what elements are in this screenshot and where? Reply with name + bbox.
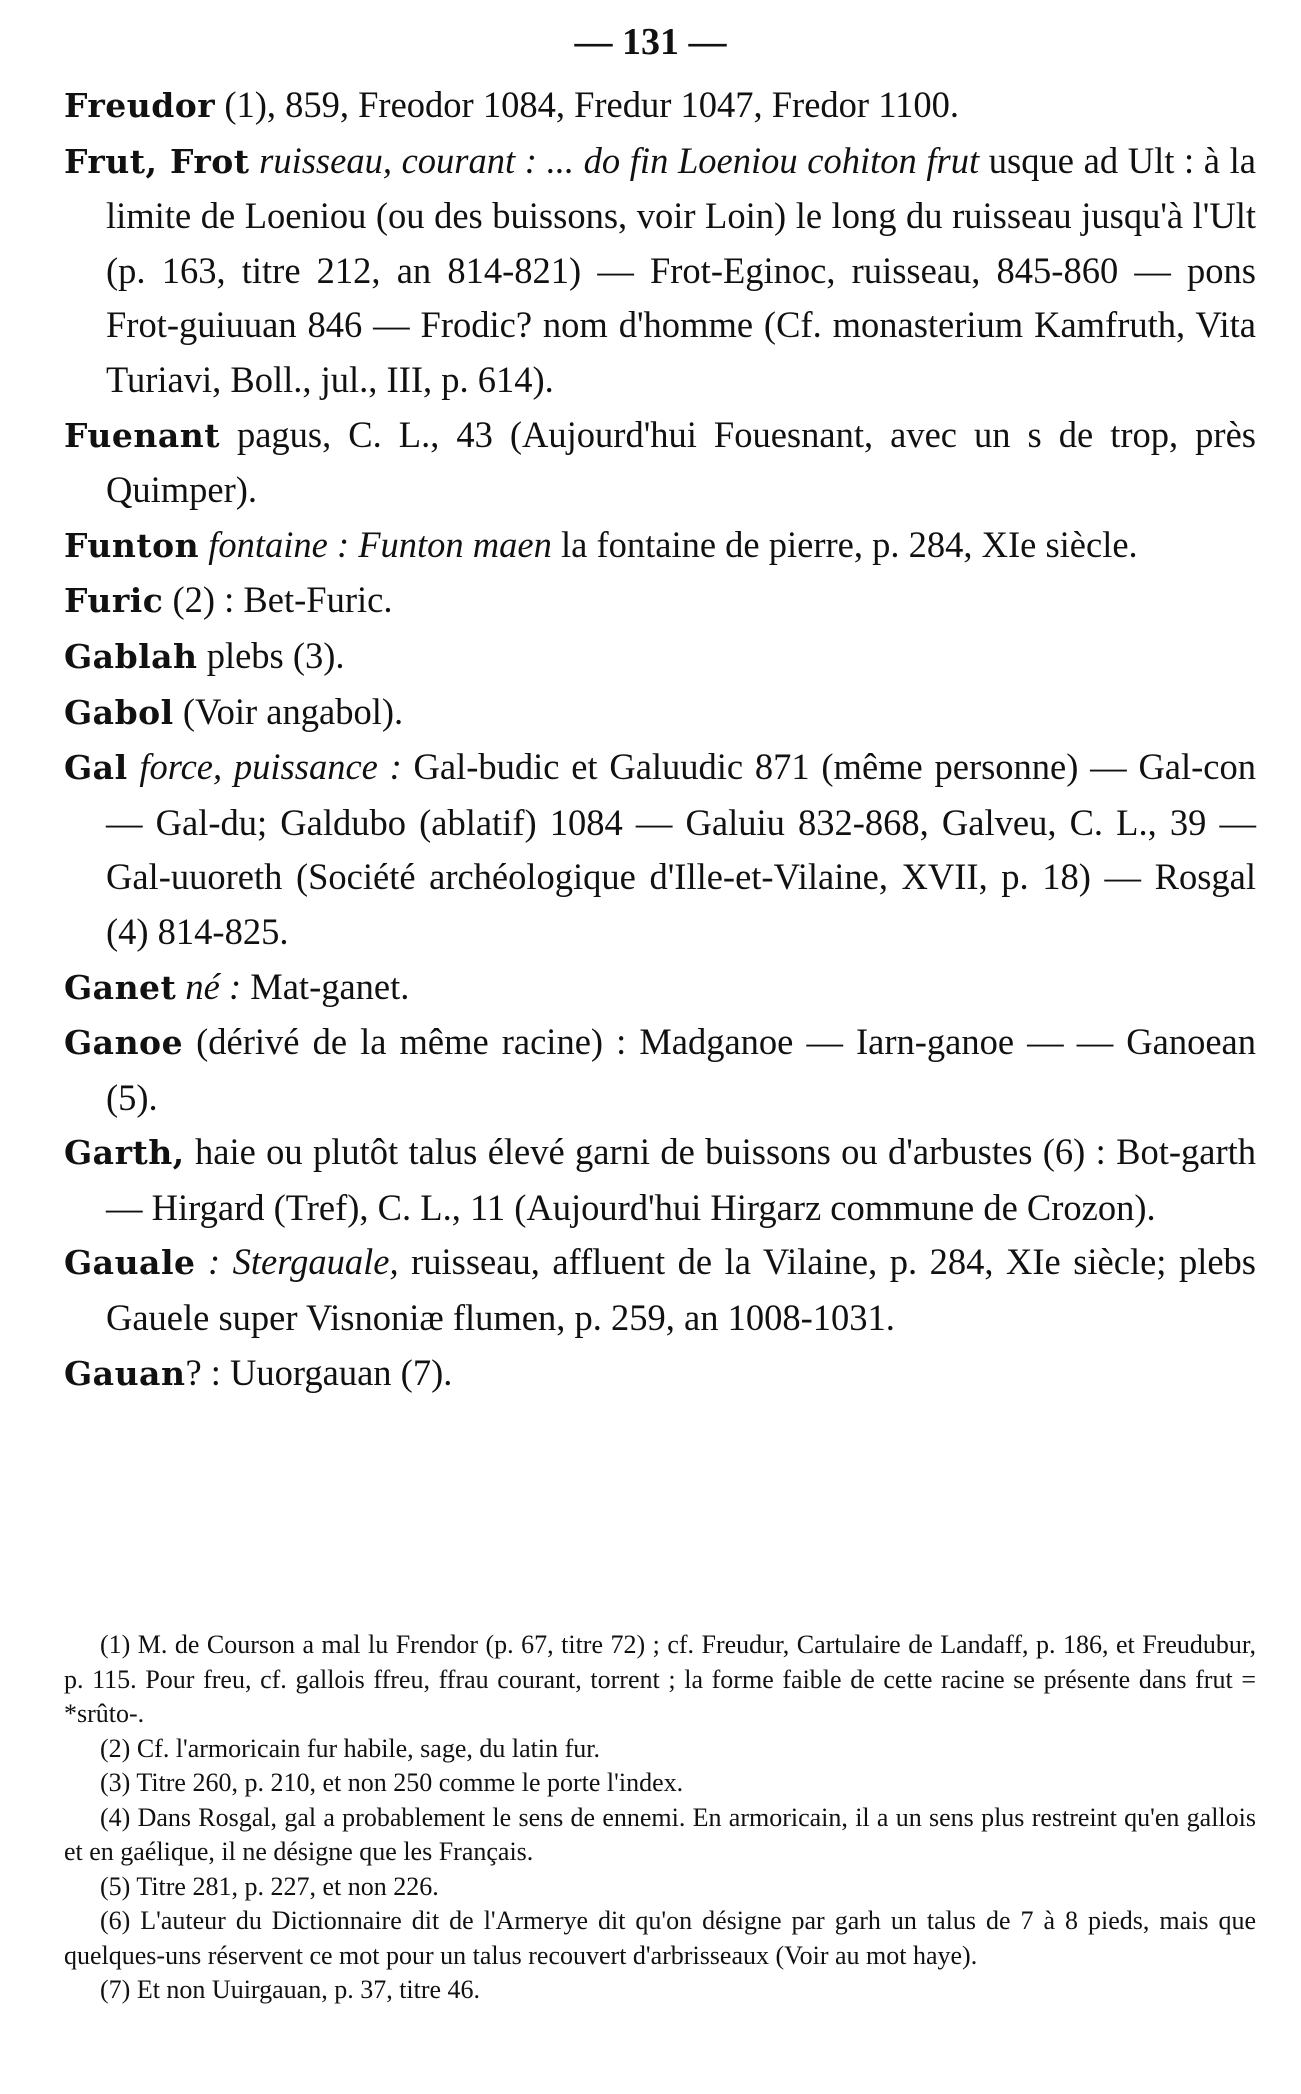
headword: Freudor	[64, 86, 216, 125]
footnote-3: (3) Titre 260, p. 210, et non 250 comme le porte l'index.	[100, 1768, 684, 1797]
entry-funton	[64, 518, 1256, 574]
footnote-2: (2) Cf. l'armoricain fur habile, sage, du latin fur.	[100, 1733, 600, 1763]
headword: Gauan	[64, 1353, 186, 1393]
entry-text: haie ou plutôt talus élevé garni de buissons ou d'arbustes (6) : Bot-garth — Hirgard (Tref), C. L., 11 (Aujourd'hui Hirgarz commune de Crozon).	[106, 1131, 1256, 1228]
entry-gloss: ruisseau, courant : ... do fin Loeniou cohiton frut	[249, 139, 980, 181]
entry-text: Gal-budic et Galuudic 871 (même personne) — Gal-con — Gal-du; Galdubo (ablatif) 1084 — Galuiu 832-868, Galveu, C. L., 39 — Gal-uuoreth (Société archéologique d'Ille-et-Vilaine, XVII, p. 18) — Rosgal (4) 814-825.	[106, 746, 1256, 952]
entry-text: pagus, C. L., 43 (Aujourd'hui Fouesnant, avec un s de trop, près Quimper).	[106, 413, 1256, 511]
entry-ganoe	[64, 1015, 1256, 1125]
entry-text: usque ad Ult : à la limite de Loeniou (ou des buissons, voir Loin) le long du ruisseau jusqu'à l'Ult (p. 163, titre 212, an 814-821) — Frot-Eginoc, ruisseau, 845-860 — pons Frot-guiuuan 846 — Frodic? nom d'homme (Cf. monasterium Kamfruth, Vita Turiavi, Boll., jul., III, p. 614).	[106, 139, 1257, 400]
glossary-entries	[64, 78, 1256, 1401]
entry-gauale	[64, 1235, 1256, 1345]
entry-text: Mat-ganet.	[241, 965, 410, 1007]
entry-text: plebs (3).	[197, 634, 345, 676]
entry-gloss: : Stergauale,	[195, 1241, 399, 1283]
entry-text: (dérivé de la même racine) : Madganoe — Iarn-ganoe — — Ganoean (5).	[106, 1021, 1256, 1118]
headword: Garth,	[64, 1133, 185, 1173]
entry-gloss: fontaine : Funton maen	[199, 523, 552, 565]
footnote-1: (1) M. de Courson a mal lu Frendor (p. 67, titre 72) ; cf. Freudur, Cartulaire de Landaff, p. 186, et Freudubur, p. 115. Pour freu, cf. gallois ffreu, ffrau courant, torrent ; la forme faible de cette racine se présente dans frut = *srûto-.	[64, 1630, 1256, 1728]
page-number: — 131 —	[574, 21, 727, 63]
headword: Furic	[64, 581, 164, 621]
entry-gloss: force, puissance :	[127, 746, 402, 788]
headword: Gabol	[64, 692, 174, 732]
entry-text: la fontaine de pierre, p. 284, XIe siècle.	[551, 523, 1138, 565]
entry-gablah	[64, 629, 1256, 685]
headword: Ganoe	[64, 1023, 184, 1063]
entry-gauan	[64, 1346, 1256, 1402]
entry-text: (Voir angabol).	[173, 690, 404, 732]
entry-garth	[64, 1125, 1256, 1235]
entry-text: (2) : Bet-Furic.	[163, 579, 393, 621]
entry-gloss: né :	[176, 965, 242, 1007]
headword: Fuenant	[64, 415, 220, 455]
entry-gabol	[64, 685, 1256, 741]
headword: Gal	[64, 748, 128, 788]
footnote-4: (4) Dans Rosgal, gal a probablement le sens de ennemi. En armoricain, il a un sens plus restreint qu'en gallois et en gaélique, il ne désigne que les Français.	[64, 1802, 1256, 1866]
headword: Ganet	[64, 967, 177, 1007]
headword: Gauale	[64, 1243, 196, 1283]
entry-text: (1), 859, Freodor 1084, Fredur 1047, Fredor 1100.	[215, 84, 959, 125]
entry-text: ruisseau, affluent de la Vilaine, p. 284, XIe siècle; plebs Gauele super Visnoniæ flumen, p. 259, an 1008-1031.	[106, 1241, 1256, 1339]
footnotes	[64, 1628, 1256, 2008]
footnote-7: (7) Et non Uuirgauan, p. 37, titre 46.	[100, 1975, 481, 2004]
entry-furic	[64, 573, 1256, 629]
entry-fuenant	[64, 408, 1256, 518]
entry-frut	[64, 134, 1256, 408]
headword: Funton	[64, 525, 200, 565]
footnote-5: (5) Titre 281, p. 227, et non 226.	[100, 1871, 439, 1901]
entry-ganet	[64, 960, 1256, 1016]
headword: Gablah	[64, 636, 198, 676]
entry-gal	[64, 740, 1256, 959]
entry-text: ? : Uuorgauan (7).	[185, 1351, 453, 1393]
footnote-6: (6) L'auteur du Dictionnaire dit de l'Armerye dit qu'on désigne par garh un talus de 7 à 8 pieds, mais que quelques-uns réservent ce mot pour un talus recouvert d'arbrisseaux (Voir au mot haye).	[64, 1906, 1256, 1970]
headword: Frut, Frot	[64, 141, 250, 181]
entry-freudor	[64, 78, 1256, 134]
